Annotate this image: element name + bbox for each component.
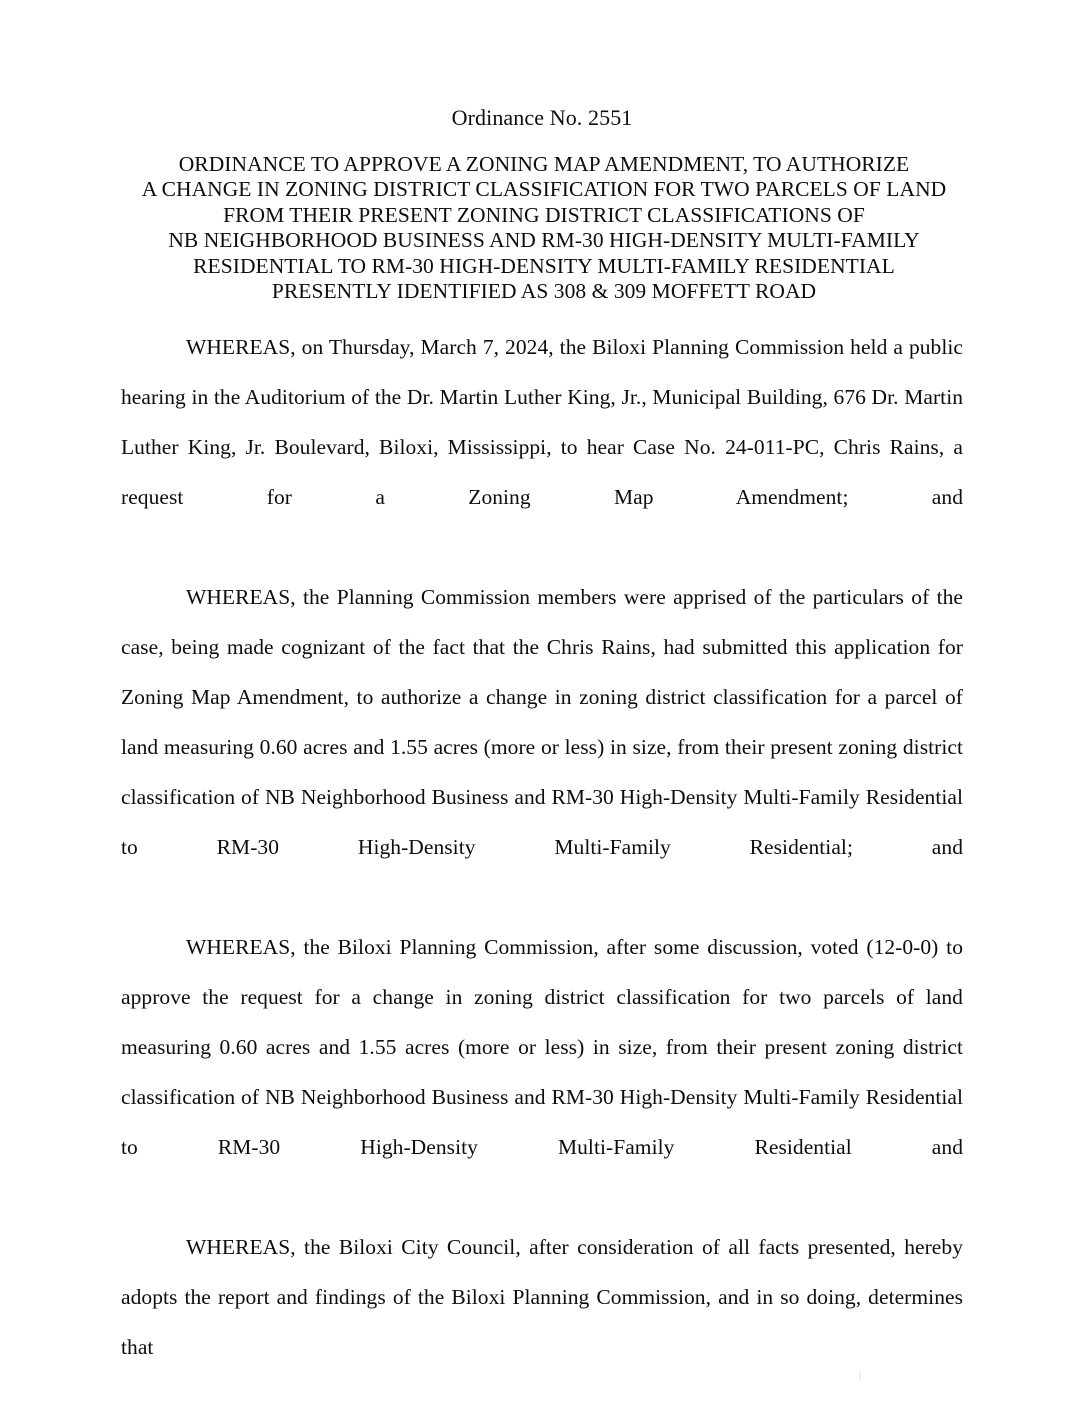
title-line-2: A CHANGE IN ZONING DISTRICT CLASSIFICATION FOR TWO PARCELS OF LAND: [141, 177, 947, 202]
title-line-4: NB NEIGHBORHOOD BUSINESS AND RM-30 HIGH-DENSITY MULTI-FAMILY: [168, 228, 920, 253]
title-line-1: ORDINANCE TO APPROVE A ZONING MAP AMENDMENT, TO AUTHORIZE: [178, 152, 910, 176]
whereas-paragraph-2: WHEREAS, the Planning Commission members were apprised of the particulars of the case, being made cognizant of the fact that the Chris Rains, had submitted this application for Zoning Map Amendment, to authorize a change in zoning district classification for a parcel of land measuring 0.60 acres and 1.55 acres (more or less) in size, from their present zoning district classification of NB Neighborhood Business and RM-30 High-Density Multi-Family Residential to RM-30 High-Density Multi-Family Residential; and: [121, 585, 963, 859]
title-line-5: RESIDENTIAL TO RM-30 HIGH-DENSITY MULTI-FAMILY RESIDENTIAL: [193, 253, 895, 278]
document-title-block: [90, 152, 998, 304]
title-line-3: FROM THEIR PRESENT ZONING DISTRICT CLASSIFICATIONS OF: [223, 202, 865, 227]
whereas-paragraph-4: WHEREAS, the Biloxi City Council, after consideration of all facts presented, hereby adopts the report and findings of the Biloxi Planning Commission, and in so doing, determines that: [121, 1235, 963, 1359]
whereas-paragraph-1: WHEREAS, on Thursday, March 7, 2024, the Biloxi Planning Commission held a public hearing in the Auditorium of the Dr. Martin Luther King, Jr., Municipal Building, 676 Dr. Martin Luther King, Jr. Boulevard, Biloxi, Mississippi, to hear Case No. 24-011-PC, Chris Rains, a request for a Zoning Map Amendment; and: [121, 335, 964, 509]
document-header-ordinance-number: Ordinance No. 2551: [451, 105, 633, 130]
document-body: [121, 322, 963, 1408]
page-artifact-mark: [859, 1372, 861, 1381]
whereas-paragraph-3: WHEREAS, the Biloxi Planning Commission, after some discussion, voted (12-0-0) to approve the request for a change in zoning district classification for two parcels of land measuring 0.60 acres and 1.55 acres (more or less) in size, from their present zoning district classification of NB Neighborhood Business and RM-30 High-Density Multi-Family Residential to RM-30 High-Density Multi-Family Residential and: [121, 935, 963, 1159]
title-line-6: PRESENTLY IDENTIFIED AS 308 & 309 MOFFETT ROAD: [271, 279, 817, 304]
